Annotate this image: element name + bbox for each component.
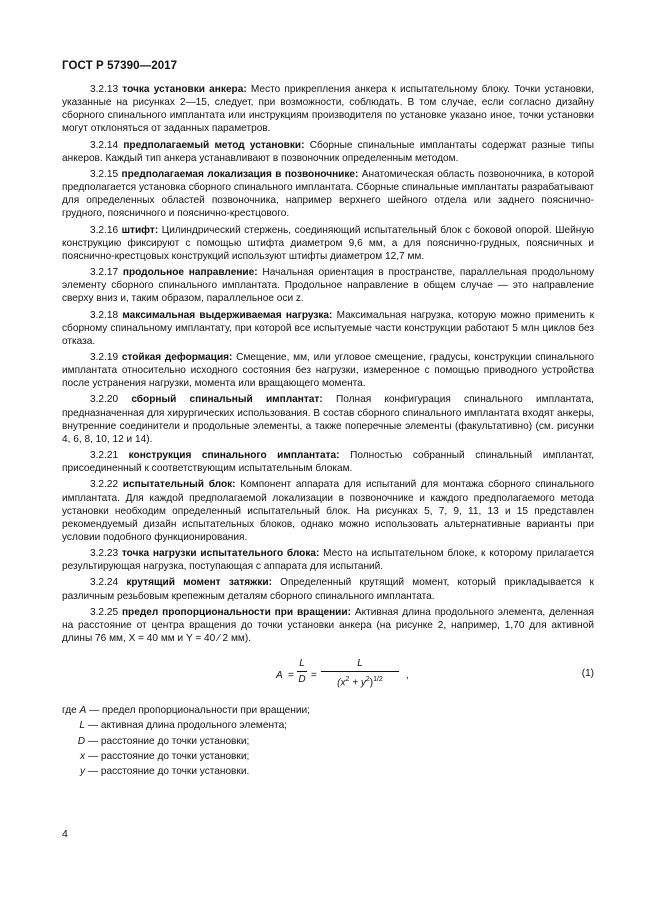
definition-3-2-14 xyxy=(62,139,594,165)
definition-number: 3.2.16 xyxy=(90,224,119,236)
definition-number: 3.2.21 xyxy=(90,450,119,462)
den-y: + y xyxy=(349,677,366,689)
definition-number: 3.2.15 xyxy=(90,168,119,180)
definition-3-2-16 xyxy=(62,224,594,263)
definition-text: Сборные спинальные имплантаты содержат разные типы анкеров. Каждый тип анкера устанавливают в позвоночник определенным методом. xyxy=(62,139,594,164)
definition-number: 3.2.17 xyxy=(90,267,119,279)
legend-row xyxy=(62,734,594,749)
definition-text: Активная длина продольного элемента, деленная на расстояние от центра вращения до точки установки анкера (на рисунке 2, например, 1,70 для активной длины 76 мм, X = 40 мм и Y = 40 ⁄ 2 мм). xyxy=(62,606,594,645)
legend-description: — активная длина продольного элемента; xyxy=(88,720,287,732)
definition-text: Максимальная нагрузка, которую можно применить к сборному спинальному имплантату, при которой все испытуемые части конструкции работают 5 млн циклов без отказа. xyxy=(62,309,594,347)
definition-number: 3.2.19 xyxy=(90,351,119,363)
definition-text: Смещение, мм, или угловое смещение, градусы, конструкции спинального имплантата относительно исходного состояния без нагрузки, измеренное с помощью приводного устройства после устранения нагрузки, момента или вращающего момента. xyxy=(62,351,594,390)
definition-number: 3.2.25 xyxy=(90,606,119,618)
fraction-numerator: L xyxy=(297,657,307,672)
definition-term: предел пропорциональности при вращении: xyxy=(121,606,351,618)
definition-number: 3.2.18 xyxy=(90,309,119,321)
legend-symbol: A xyxy=(79,705,87,717)
formula-fraction-l-over-d xyxy=(297,657,307,686)
definition-term: предполагаемая локализация в позвоночнике: xyxy=(121,168,359,180)
formula-equals-sign: = xyxy=(288,670,294,682)
definition-3-2-24 xyxy=(62,576,594,602)
definition-number: 3.2.24 xyxy=(90,577,119,589)
legend-symbol: y xyxy=(79,766,85,778)
den-exp-1: 2 xyxy=(345,676,350,684)
legend-description: — расстояние до точки установки; xyxy=(88,750,250,762)
definition-text: Начальная ориентация в пространстве, параллельная продольному элементу сборного спинального имплантата. Продольное направление в общем случае — это направление сверху вниз и, таким образом, параллельное оси z. xyxy=(62,267,594,305)
fraction-numerator: L xyxy=(321,657,399,672)
definition-term: стойкая деформация: xyxy=(121,351,233,363)
legend-row xyxy=(62,718,594,733)
definition-text: Полная конфигурация спинального имплантата, предназначенная для хирургических использования. В состав сборного спинального имплантата входят анкеры, внутренние соединители и продольные элементы, а также поперечные элементы (факультативно) (см. рисунки 4, 6, 8, 10, 12 и 14). xyxy=(62,394,594,445)
legend-row xyxy=(62,749,594,764)
definition-term: штифт: xyxy=(121,224,159,236)
definition-term: максимальная выдерживаемая нагрузка: xyxy=(122,309,333,321)
legend-description: — предел пропорциональности при вращении; xyxy=(89,705,310,717)
definition-number: 3.2.13 xyxy=(90,84,119,95)
definition-term: крутящий момент затяжки: xyxy=(126,577,272,589)
legend-row xyxy=(62,764,594,779)
definition-term: испытательный блок: xyxy=(122,479,236,491)
definition-3-2-21 xyxy=(62,449,594,475)
formula-comma: , xyxy=(406,670,409,682)
formula-fraction-l-over-root xyxy=(321,657,399,690)
definition-3-2-23 xyxy=(62,547,594,573)
definition-term: продольное направление: xyxy=(122,267,258,279)
definition-term: сборный спинальный имплантат: xyxy=(131,394,323,406)
definition-term: предполагаемый метод установки: xyxy=(123,139,305,151)
definition-text: Определенный крутящий момент, который прикладывается к различным резьбовым крепежным деталям сборного спинального имплантата. xyxy=(62,577,594,602)
document-header: ГОСТ Р 57390—2017 xyxy=(62,60,178,72)
legend-description: — расстояние до точки установки; xyxy=(88,735,250,747)
definition-number: 3.2.14 xyxy=(90,139,119,151)
definition-3-2-22 xyxy=(62,478,594,544)
document-body xyxy=(62,83,594,779)
legend-intro: где xyxy=(62,705,77,717)
definition-text: Место прикрепления анкера к испытательному блоку. Точки установки, указанные на рисунках 2—15, следует, при возможности, соблюдать. В том случае, если согласно дизайну сборного спинального имплантата или инструкциям производителя по установке указано иное, точки установки могут отклоняться от заданных параметров. xyxy=(62,84,594,135)
definition-text: Полностью собранный спинальный имплантат, присоединенный к соответствующим испытательным блокам. xyxy=(62,450,595,475)
fraction-denominator: D xyxy=(298,674,306,686)
den-exp-2: 2 xyxy=(365,676,370,684)
definition-3-2-20 xyxy=(62,393,594,446)
fraction-denominator xyxy=(321,672,399,689)
definition-text: Анатомическая область позвоночника, в которой предполагается установка сборного спинального имплантата. Сборные спинальные имплантаты разрабатывают для определенных областей позвоночника, например верхнего шейного отдела или заднего пояснично-грудного, поясничного и пояснично-крестцового. xyxy=(62,168,594,220)
formula-equals-sign: = xyxy=(311,670,317,682)
legend-description: — расстояние до точки установки. xyxy=(88,766,250,778)
formula-1 xyxy=(62,653,594,697)
definition-term: точка нагрузки испытательного блока: xyxy=(121,548,320,560)
legend-symbol: D xyxy=(77,735,85,747)
definition-term: точка установки анкера: xyxy=(122,84,247,95)
definition-number: 3.2.23 xyxy=(90,548,119,560)
legend-symbol: L xyxy=(79,720,85,732)
definition-3-2-15 xyxy=(62,168,594,221)
definition-text: Цилиндрический стержень, соединяющий испытательный блок с боковой опорой. Шейную конструкцию фиксируют с помощью штифта диаметром 9,6 мм, а для пояснично-грудных, поясничных и пояснично-крестцовых конструкций используют штифты диаметром 12,7 мм. xyxy=(62,224,594,262)
equation-number: (1) xyxy=(581,668,594,680)
formula-expression xyxy=(276,655,416,695)
definition-3-2-17 xyxy=(62,266,594,305)
definition-3-2-25 xyxy=(62,606,594,645)
definition-number: 3.2.20 xyxy=(90,394,119,406)
definition-term: конструкция спинального имплантата: xyxy=(128,450,340,462)
symbol-legend xyxy=(62,703,594,779)
definition-3-2-18 xyxy=(62,309,594,348)
den-exp-3: 1/2 xyxy=(373,676,383,684)
page-number: 4 xyxy=(62,828,68,840)
definition-text: Место на испытательном блоке, к которому прилагается результирующая нагрузка, поступающая с аппарата для испытаний. xyxy=(62,548,594,573)
definition-3-2-13 xyxy=(62,83,594,136)
den-x: (x xyxy=(337,677,346,689)
definition-text: Компонент аппарата для испытаний для монтажа сборного спинального имплантата. Для каждой предполагаемой локализации в позвоночнике и каждого предполагаемого метода установки необходим определенный испытательный блок. На рисунках 5, 7, 9, 11, 13 и 15 представлен рекомендуемый дизайн испытательных блоков, однако можно использовать альтернативные варианты при условии подобного функционирования. xyxy=(62,479,594,543)
formula-lhs: A xyxy=(276,670,283,682)
legend-row xyxy=(62,703,594,718)
den-close: ) xyxy=(369,677,374,689)
legend-symbol: x xyxy=(79,750,85,762)
definition-number: 3.2.22 xyxy=(90,479,119,491)
definition-3-2-19 xyxy=(62,351,594,390)
